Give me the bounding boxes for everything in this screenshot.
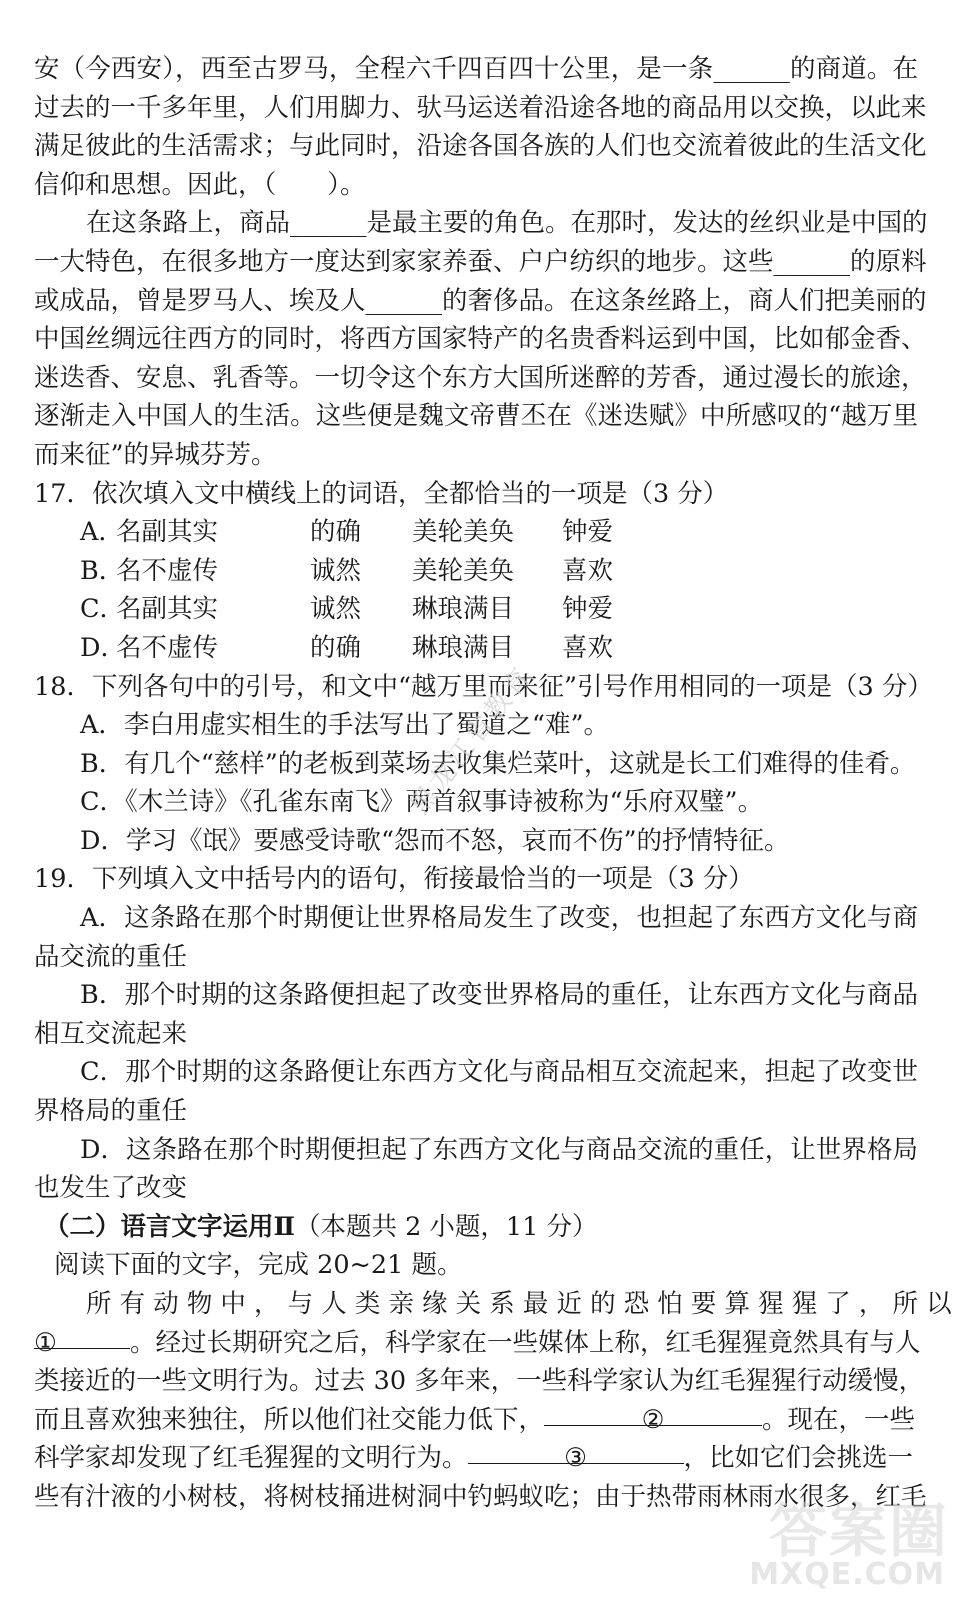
section-title: （二）语言文字运用Ⅱ — [44, 1211, 295, 1242]
passage-text: 。现在，一些 — [762, 1404, 916, 1435]
option-word: 名不虚传 — [116, 555, 219, 586]
passage-line: 安（今西安），西至古罗马，全程六千四百四十公里，是一条______的商道。在 — [34, 54, 918, 84]
q17-option-a — [34, 513, 918, 552]
passage-line-blank1 — [34, 1324, 921, 1363]
q19-option-b-line1: B．那个时期的这条路便担起了改变世界格局的重任，让东西方文化与商品 — [80, 980, 918, 1011]
option-word: 美轮美奂 — [412, 517, 515, 548]
option-letter: B． — [80, 555, 125, 586]
option-word: 诚然 — [310, 594, 362, 625]
option-word: 喜欢 — [562, 632, 614, 663]
logo-text-cn: 答案圈 — [768, 1497, 949, 1565]
passage-line: 或成品，曾是罗马人、埃及人______的奢侈品。在这条丝路上，商人们把美丽的 — [34, 285, 927, 316]
q17-option-c — [34, 590, 918, 629]
option-letter: C． — [80, 594, 126, 625]
q18-option-d: D．学习《氓》要感受诗歌“怨而不怒，哀而不伤”的抒情特征。 — [80, 825, 790, 856]
option-word: 琳琅满目 — [412, 594, 515, 625]
question-18-stem: 18．下列各句中的引号，和文中“越万里而来征”引号作用相同的一项是（3 分） — [34, 671, 933, 702]
site-logo — [719, 1484, 949, 1594]
passage-line-blank2 — [34, 1401, 918, 1440]
q19-option-d-line2: 也发生了改变 — [34, 1173, 188, 1204]
option-word: 名不虚传 — [116, 632, 219, 663]
q17-option-b — [34, 552, 918, 591]
passage-line: 而来征”的异城芬芳。 — [34, 439, 277, 470]
passage-line: 迷迭香、安息、乳香等。一切令这个东方大国所迷醉的芳香，通过漫长的旅途， — [34, 362, 927, 393]
passage-line: 类接近的一些文明行为。过去 30 多年来，一些科学家认为红毛猩猩行动缓慢， — [34, 1366, 925, 1397]
q19-option-d-line1: D．这条路在那个时期便担起了东西方文化与商品交流的重任，让世界格局 — [80, 1134, 918, 1165]
passage-line: 逐渐走入中国人的生活。这些便是魏文帝曹丕在《迷迭赋》中所感叹的“越万里 — [34, 401, 918, 432]
logo-text-en: MXQE.COM — [749, 1557, 945, 1592]
blank-3: ③ — [468, 1439, 684, 1464]
option-word: 的确 — [310, 517, 362, 548]
watermark-text: 黑龙江省教育 — [404, 659, 540, 821]
option-letter: A． — [80, 517, 124, 548]
passage-line: 所 有 动 物 中 ， 与 人 类 亲 缘 关 系 最 近 的 恐 怕 要 算 猩 猩 了 ， 所 以 — [86, 1289, 952, 1319]
q17-option-d — [34, 629, 918, 668]
option-word: 的确 — [310, 632, 362, 663]
section-note: （本题共 2 小题，11 分） — [295, 1211, 598, 1242]
blank-1: ① — [34, 1324, 130, 1349]
q19-option-a-line2: 品交流的重任 — [34, 941, 188, 972]
option-word: 钟爱 — [562, 594, 614, 625]
blank-2: ② — [544, 1401, 762, 1426]
passage-line: 过去的一千多年里，人们用脚力、驮马运送着沿途各地的商品用以交换，以此来 — [34, 92, 927, 123]
option-letter: D． — [80, 632, 126, 663]
q19-option-a-line1: A．这条路在那个时期便让世界格局发生了改变，也担起了东西方文化与商 — [80, 903, 918, 934]
exam-page — [34, 50, 952, 1517]
passage-line: 在这条路上，商品______是最主要的角色。在那时，发达的丝织业是中国的 — [86, 208, 928, 239]
question-17-stem: 17．依次填入文中横线上的词语，全都恰当的一项是（3 分） — [34, 478, 729, 509]
passage-line: 满足彼此的生活需求；与此同时，沿途各国各族的人们也交流着彼此的生活文化 — [34, 131, 927, 162]
passage-text: 科学家却发现了红毛猩猩的文明行为。 — [34, 1443, 468, 1474]
passage-line: 一大特色，在很多地方一度达到家家养蚕、户户纺织的地步。这些______的原料 — [34, 246, 927, 277]
option-word: 琳琅满目 — [412, 632, 515, 663]
passage-line: 信仰和思想。因此，（ ）。 — [34, 169, 366, 200]
option-word: 诚然 — [310, 555, 362, 586]
q19-option-c-line2: 界格局的重任 — [34, 1096, 188, 1127]
passage-text: ，比如它们会挑选一 — [683, 1443, 914, 1474]
option-word: 喜欢 — [562, 555, 614, 586]
option-word: 美轮美奂 — [412, 555, 515, 586]
passage-line: 些有汁液的小树枝，将树枝捅进树洞中钓蚂蚁吃；由于热带雨林雨水很多，红毛 — [34, 1481, 927, 1512]
q18-option-a: A．李白用虚实相生的手法写出了蜀道之“难”。 — [80, 710, 609, 741]
passage-text: 而且喜欢独来独往，所以他们社交能力低下， — [34, 1404, 545, 1435]
q19-option-b-line2: 相互交流起来 — [34, 1018, 188, 1049]
section-instruction: 阅读下面的文字，完成 20~21 题。 — [54, 1250, 463, 1281]
q18-option-b: B．有几个“慈样”的老板到菜场去收集烂菜叶，这就是长工们难得的佳肴。 — [80, 748, 916, 779]
q18-option-c: C．《木兰诗》《孔雀东南飞》两首叙事诗被称为“乐府双璧”。 — [80, 787, 764, 818]
passage-line-blank3 — [34, 1439, 918, 1478]
option-word: 名副其实 — [116, 594, 219, 625]
passage-line: 中国丝绸远往西方的同时，将西方国家特产的名贵香料运到中国，比如郁金香、 — [34, 324, 927, 355]
question-19-stem: 19．下列填入文中括号内的语句，衔接最恰当的一项是（3 分） — [34, 864, 754, 895]
option-word: 名副其实 — [116, 517, 219, 548]
section-heading — [34, 1208, 918, 1247]
q19-option-c-line1: C．那个时期的这条路便让东西方文化与商品相互交流起来，担起了改变世 — [80, 1057, 918, 1088]
passage-text: 。经过长期研究之后，科学家在一些媒体上称，红毛猩猩竟然具有与人 — [130, 1327, 921, 1358]
option-word: 钟爱 — [562, 517, 614, 548]
